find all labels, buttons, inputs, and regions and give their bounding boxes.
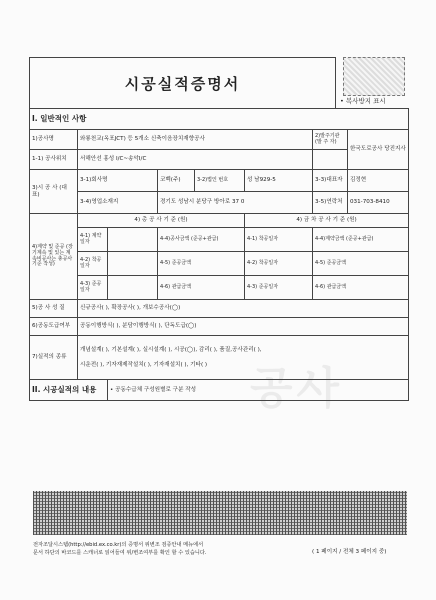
section-performance: II. 시공실적의 내용 (30, 380, 108, 401)
footer-line-2: 문서 하단의 바코드를 스캐너로 읽어들여 위/변조여부를 확인 할 수 있습니다. (33, 550, 207, 557)
c43-label: 4-3) 준공일자 (78, 276, 108, 300)
watermark: 공사 (250, 363, 344, 414)
type-line-1: 개념설계( ), 기본설계( ), 실시설계( ), 시공(◯), 감리( ), 품질,공사관리( ), (80, 346, 262, 353)
contractor-label: 3)시 공 사 (대 표) (30, 170, 78, 214)
c46b-label: 4-6) 관급금액 (313, 276, 409, 300)
c41-label: 4-1) 계약일자 (78, 228, 108, 252)
company-label: 3-1)회사명 (78, 170, 158, 192)
kind-label: 5)공 사 성 질 (30, 300, 78, 318)
footer-line-1: 전자조달시스템(http://ebid.ex.co.kr)의 증명서 위변조 검증안내 메뉴에서 (33, 542, 204, 548)
location-label: 1-1) 공사위치 (30, 150, 78, 170)
project-name: 와룡천교(옥포JCT) 등 5개소 신축이음장치재향공사 (78, 130, 313, 150)
phone-label: 3-5)연락처 (313, 192, 348, 214)
ceo: 김정현 (348, 170, 409, 192)
c44b-label: 4-4)계약금액 (준공+관급) (313, 228, 409, 252)
type-values (78, 336, 409, 380)
total-basis-header: 4) 총 공 사 기 준 (원) (78, 214, 245, 228)
footer-notice (33, 541, 207, 558)
contract-label: 4)계약 및 준공 (장기계속 및 있는 계속비공사는 총공사 기준 작성) (30, 214, 78, 300)
phone: 031-703-8410 (348, 192, 409, 214)
c44-label: 4-4)공사금액 (준공+관급) (158, 228, 245, 252)
performance-note: • 공동수급체 구성원별로 구분 작성 (108, 380, 409, 401)
issuer-label: 2)발주기관 (발 주 자) (313, 130, 348, 150)
project-name-label: 1)공사명 (30, 130, 78, 150)
c45-label: 4-5) 준공금액 (158, 252, 245, 276)
document-title: 시공실적증명서 (124, 74, 241, 93)
section-general: I. 일반적인 사항 (30, 109, 409, 130)
location: 서해안선 홍성 I/C~송악I/C (78, 150, 313, 170)
address-label: 3-4)영업소재지 (78, 192, 158, 214)
c42-label: 4-2) 착공일자 (78, 252, 108, 276)
address: 경기도 성남시 분당구 방아로 37 0 (158, 192, 313, 214)
kind-value: 신규공사( ), 확장공사( ), 개보수공사(◯) (78, 300, 409, 318)
c43b-label: 4-3) 준공일자 (245, 276, 313, 300)
issuer: 한국도로공사 당진지사 (348, 130, 409, 170)
c46-label: 4-6) 관급금액 (158, 276, 245, 300)
joint-label: 6)공동도급여부 (30, 318, 78, 336)
type-label: 7)실적의 종류 (30, 336, 78, 380)
certificate-form-table (29, 108, 409, 401)
anti-copy-stamp (343, 57, 405, 96)
company: 코벡(주) (158, 170, 195, 192)
copy-prevention-mark: • 복사방지 표시 (340, 97, 386, 105)
joint-value: 공동이행방식( ), 분담이행방식( ), 단독도급(◯) (78, 318, 409, 336)
regno: 성 남929-5 (245, 170, 313, 192)
c41b-label: 4-1) 착공일자 (245, 228, 313, 252)
c42b-label: 4-2) 착공일자 (245, 252, 313, 276)
title-box (29, 57, 336, 109)
barcode-area (33, 491, 407, 535)
c45b-label: 4-5) 준공금액 (313, 252, 409, 276)
annual-basis-header: 4) 금 차 공 사 기 준 (원) (245, 214, 409, 228)
regno-label: 3-2)법인 번호 (195, 170, 245, 192)
type-line-2: 시운전( ), 기자재제작설치( ), 기자재설치( ), 기타( ) (80, 362, 208, 368)
ceo-label: 3-3)대표자 (313, 170, 348, 192)
page-indicator: ( 1 페이지 / 전체 3 페이지 중) (312, 549, 387, 555)
